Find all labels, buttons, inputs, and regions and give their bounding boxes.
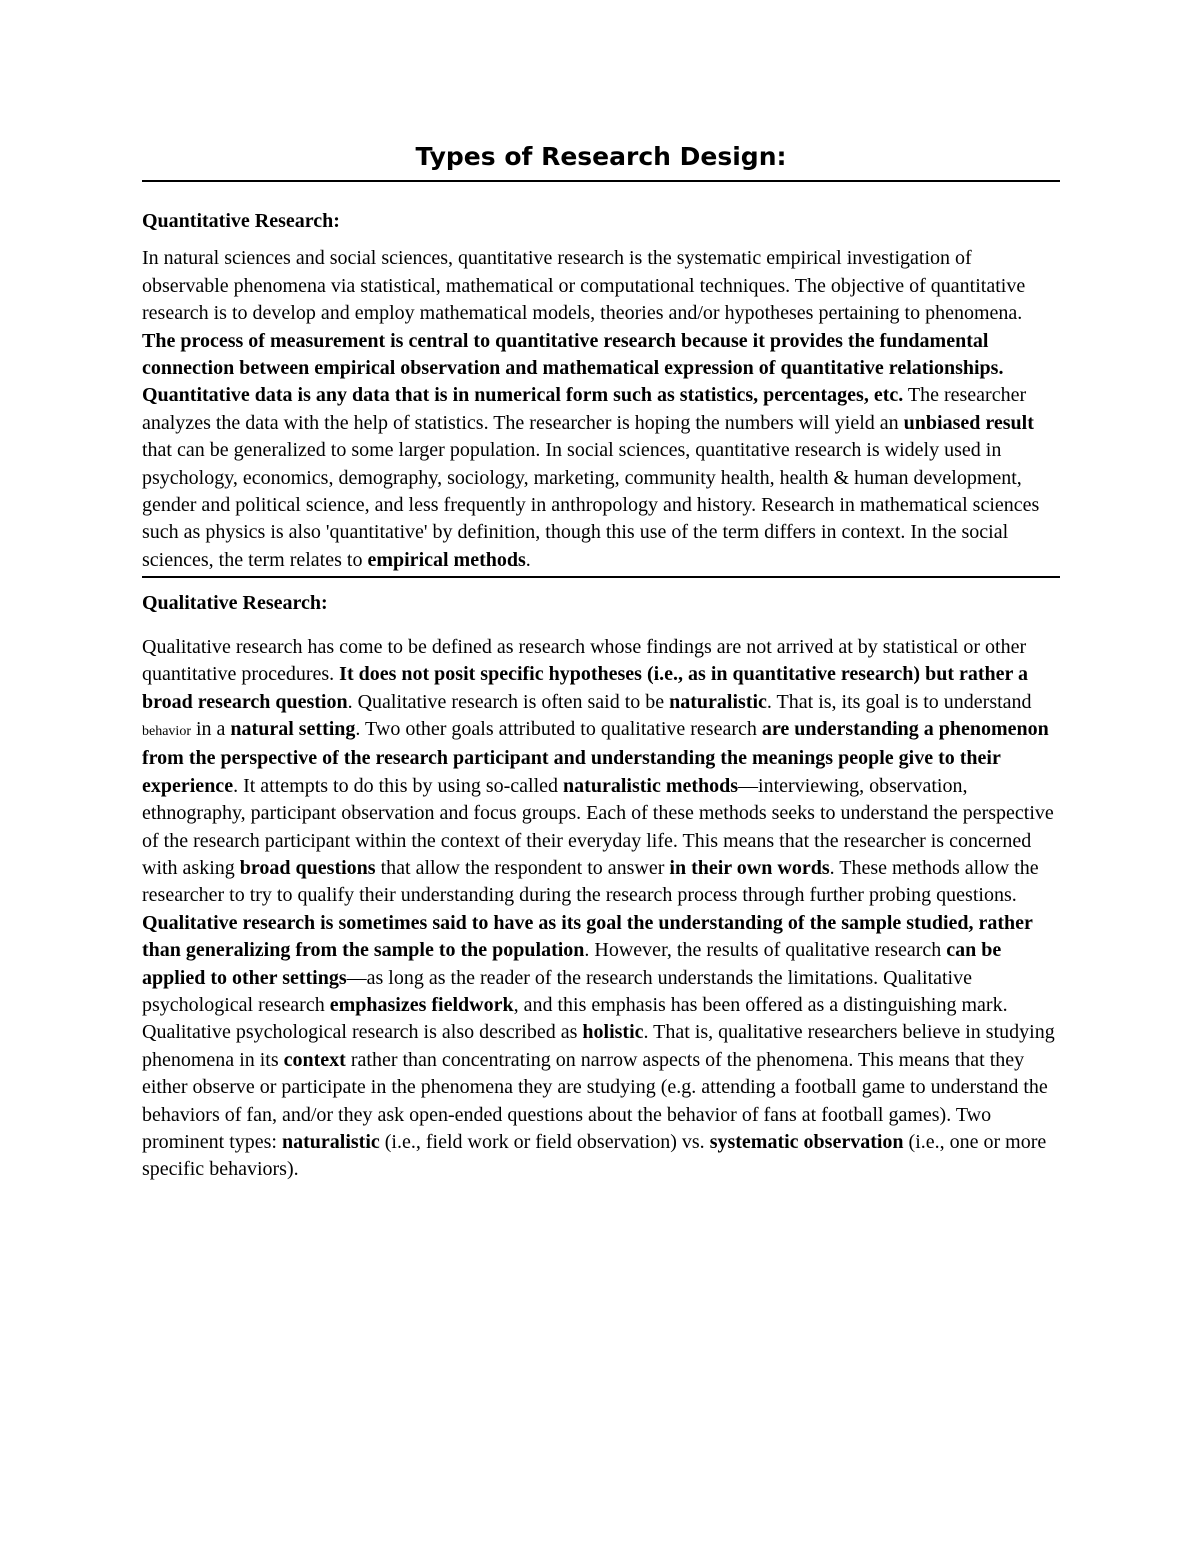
body-text-run: , and this emphasis has been offered as a distinguishing mark. Qualitative psychological research is also described as [142, 993, 1008, 1044]
body-text-run: —as long as the reader of the research understands the limitations. Qualitative psychological research [142, 966, 972, 1016]
body-text-run: in a [190, 717, 231, 740]
qualitative-heading: Qualitative Research: [142, 592, 328, 615]
body-text-run: that allow the respondent to answer [375, 856, 670, 879]
emphasized-text: empirical methods [367, 548, 526, 571]
body-text-run: . That is, its goal is to understand [766, 690, 1032, 713]
section-divider [142, 576, 1060, 578]
quantitative-heading: Quantitative Research: [142, 210, 340, 232]
emphasized-text: Quantitative data is any data that is in numerical form such as statistics, percentages, etc. [142, 384, 904, 407]
body-text-run: . It attempts to do this by using so-called [233, 774, 564, 797]
body-text-run: The researcher analyzes the data with the help of statistics. The researcher is hoping the numbers will yield an [142, 384, 1027, 434]
body-text-run: . [525, 548, 531, 571]
emphasized-text: Qualitative research is sometimes said to have as its goal the understanding of the sample studied, rather than generalizing from the sample to the population [142, 911, 1033, 962]
emphasized-text: unbiased result [903, 411, 1034, 434]
body-text-run: behavior [142, 723, 191, 739]
emphasized-text: systematic observation [709, 1131, 904, 1153]
body-text-run: In natural sciences and social sciences, quantitative research is the systematic empirical investigation of observable phenomena via statistical, mathematical or computational techniques. The objective of quantitative research is to develop and employ mathematical models, theories and/or hypotheses pertaining to phenomena. [142, 247, 1026, 325]
emphasized-text: naturalistic methods [563, 774, 739, 797]
body-text-run: rather than concentrating on narrow aspects of the phenomena. This means that they either observe or participate in the phenomena they are studying (e.g. attending a football game to understand the behaviors of fan, and/or they ask open-ended questions about the behavior of fans at football games). Two prominent types: [142, 1048, 1048, 1153]
body-text-run: that can be generalized to some larger population. In social sciences, quantitative research is widely used in psychology, economics, demography, sociology, marketing, community health, health & human development, gender and political science, and less frequently in anthropology and history. Research in mathematical sciences such as physics is also 'quantitative' by definition, though this use of the term differs in context. In the social sciences, the term relates to [142, 439, 1040, 571]
page-title: Types of Research Design: [142, 140, 1060, 182]
body-text-run: . These methods allow the researcher to try to qualify their understanding during the research process through further probing questions. [142, 856, 1039, 907]
emphasized-text: are understanding a phenomenon from the perspective of the research participant and understanding the meanings people give to their experience [142, 717, 1049, 797]
emphasized-text: in their own words [669, 856, 830, 879]
emphasized-text: holistic [582, 1021, 644, 1044]
emphasized-text: broad questions [239, 856, 376, 879]
body-text-run: —interviewing, observation, ethnography, participant observation and focus groups. Each of these methods seeks to understand the perspective of the research participant within the context of their everyday life. This means that the researcher is concerned with asking [142, 774, 1054, 879]
document-page [142, 140, 1060, 1184]
emphasized-text: emphasizes fieldwork [329, 993, 514, 1016]
body-text-run: (i.e., one or more specific behaviors). [142, 1131, 1047, 1181]
quantitative-paragraph [142, 245, 1060, 574]
body-text-run: . However, the results of qualitative research [584, 939, 947, 962]
emphasized-text: natural setting [230, 717, 356, 740]
emphasized-text: naturalistic [281, 1131, 380, 1153]
body-text-run: (i.e., field work or field observation) vs. [379, 1131, 710, 1153]
body-text-run: . Qualitative research is often said to be [347, 690, 670, 713]
emphasized-text: It does not posit specific hypotheses (i.e., as in quantitative research) but rather a broad research question [142, 663, 1029, 713]
emphasized-text: naturalistic [669, 690, 767, 713]
body-text-run: . That is, qualitative researchers believe in studying phenomena in its [142, 1021, 1055, 1071]
emphasized-text: can be applied to other settings [142, 939, 1002, 989]
emphasized-text: context [283, 1048, 346, 1071]
body-text-run: Qualitative research has come to be defined as research whose findings are not arrived at by statistical or other quantitative procedures. [142, 635, 1027, 686]
quantitative-section [142, 182, 1060, 574]
body-text-run: . Two other goals attributed to qualitative research [355, 717, 762, 740]
emphasized-text: The process of measurement is central to quantitative research because it provides the fundamental connection between empirical observation and mathematical expression of quantitative relationships. [142, 329, 1004, 380]
qualitative-paragraph [142, 634, 1060, 1184]
qualitative-section [142, 590, 1060, 1184]
